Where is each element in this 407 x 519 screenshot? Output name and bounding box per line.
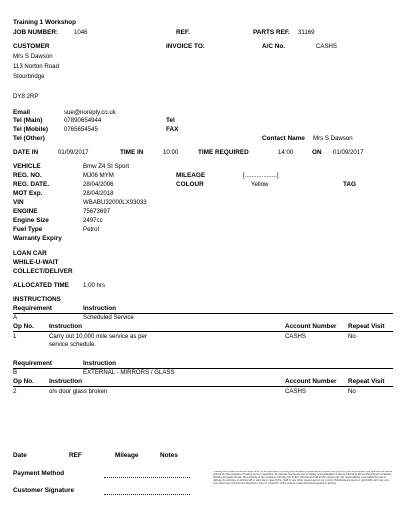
terms-fine-print: I hereby authorise the above repair work to be executed including the necessary materials and agree that you and your employees may operate the above vehicle for the purposes of testing and or inspection. An express mechanics lien is hereby acknowledged on above vehicle to secure the amount of repairs thereto. All goods remain the property of the company until paid for in full. Vehicles are left at the owners risk. No responsibility is accepted for loss or damage to vehicles or articles left in vehicles in case of fire, theft or any other cause beyond our control. Estimates are given in good faith and may vary once work has commenced. Payment is due on collection of the vehicle unless otherwise agreed in writing.: [213, 471, 393, 485]
customer-name: Mrs S Dawson: [13, 53, 53, 60]
divider: [13, 313, 393, 314]
account-number-header: Account Number: [285, 323, 337, 330]
parts-ref-value: 31169: [298, 29, 315, 36]
parts-ref-label: PARTS REF.: [253, 29, 290, 36]
while-u-wait-label: WHILE-U-WAIT: [13, 259, 59, 266]
requirement-description: EXTERNAL - MIRRORS / GLASS: [83, 369, 175, 376]
tel-label: Tel: [166, 117, 175, 124]
ac-no-label: A/C No.: [262, 43, 286, 50]
tel-main-value: 07890654944: [64, 117, 102, 124]
job-number-value: 1046: [74, 29, 88, 36]
payment-method-label: Payment Method: [13, 470, 65, 477]
tel-mobile-value: 0765654545: [64, 126, 98, 133]
requirement-header: Requirement: [13, 305, 53, 312]
colour-value: Yellow: [251, 181, 269, 188]
email-label: Email: [13, 109, 31, 116]
fax-label: FAX: [166, 126, 179, 133]
reg-no-label: REG. NO.: [13, 172, 42, 179]
repeat-visit-header: Repeat Visit: [348, 378, 385, 385]
divider: [13, 331, 393, 332]
op-no-header: Op No.: [13, 378, 34, 385]
reg-date-value: 28/04/2006: [83, 181, 114, 188]
mot-value: 28/04/2018: [83, 190, 114, 197]
vehicle-label: VEHICLE: [13, 163, 41, 170]
time-required-value: 14:00: [278, 149, 294, 156]
instruction-header: Instruction: [83, 360, 117, 367]
repeat-visit-value: No: [348, 388, 356, 395]
engine-size-label: Engine Size: [13, 217, 49, 224]
time-required-label: TIME REQUIRED: [198, 149, 249, 156]
account-number-value: CASHS: [285, 333, 306, 340]
fuel-type-label: Fuel Type: [13, 226, 43, 233]
customer-address-1: 113 Norton Road: [13, 63, 59, 70]
op-instruction-line: Carry out 10,000 mile service as per: [49, 333, 147, 340]
customer-address-2: Stourbridge: [13, 73, 45, 80]
op-instruction-line: o/s door glass broken: [49, 388, 108, 395]
instructions-title: INSTRUCTIONS: [13, 296, 61, 303]
date-in-label: DATE IN: [13, 149, 39, 156]
requirement-code: A: [13, 314, 18, 321]
mileage-value: [...................]: [243, 172, 279, 179]
collect-deliver-label: COLLECT/DELIVER: [13, 268, 73, 275]
footer-ref-label: REF: [69, 452, 82, 459]
repeat-visit-value: No: [348, 333, 356, 340]
mot-label: MOT Exp.: [13, 190, 43, 197]
footer-mileage-label: Mileage: [115, 452, 139, 459]
op-no-value: 1: [13, 333, 17, 340]
time-in-label: TIME IN: [120, 149, 144, 156]
divider: [13, 368, 393, 369]
op-instruction-header: Instruction: [49, 323, 83, 330]
engine-value: 75673697: [83, 208, 111, 215]
account-number-header: Account Number: [285, 378, 337, 385]
colour-label: COLOUR: [176, 181, 204, 188]
vehicle-value: Bmw Z4 SI Sport: [83, 163, 130, 170]
tel-mobile-label: Tel (Mobile): [13, 126, 49, 133]
workshop-name: Training 1 Workshop: [13, 19, 77, 26]
warranty-expiry-label: Warranty Expiry: [13, 235, 62, 242]
footer-date-label: Date: [13, 452, 27, 459]
allocated-time-value: 1.00 hrs: [83, 282, 106, 289]
op-no-header: Op No.: [13, 323, 34, 330]
customer-postcode: DY8 2RP: [13, 93, 39, 100]
ref-label: REF.: [176, 29, 190, 36]
reg-date-label: REG. DATE.: [13, 181, 50, 188]
fuel-type-value: Petrol: [83, 226, 99, 233]
on-date-value: 01/09/2017: [333, 149, 364, 156]
email-value: sue@noreply.co.uk: [64, 109, 116, 116]
time-in-value: 10:00: [163, 149, 179, 156]
vin-label: VIN: [13, 199, 24, 206]
customer-label: CUSTOMER: [13, 43, 50, 50]
instruction-header: Instruction: [83, 305, 117, 312]
mileage-label: MILEAGE: [176, 172, 206, 179]
ac-no-value: CASHS: [316, 43, 337, 50]
payment-method-line: [104, 477, 190, 478]
repeat-visit-header: Repeat Visit: [348, 323, 385, 330]
invoice-to-label: INVOICE TO:: [166, 43, 205, 50]
loan-car-label: LOAN CAR: [13, 250, 47, 257]
job-number-label: JOB NUMBER:: [13, 29, 59, 36]
footer-notes-label: Notes: [160, 452, 178, 459]
engine-label: ENGINE: [13, 208, 38, 215]
account-number-value: CASHS: [285, 388, 306, 395]
op-no-value: 2: [13, 388, 17, 395]
reg-no-value: MJ06 MYM: [83, 172, 114, 179]
on-label: ON: [312, 149, 322, 156]
contact-name-label: Contact Name: [262, 135, 305, 142]
tel-main-label: Tel (Main): [13, 117, 43, 124]
tel-other-label: Tel (Other): [13, 135, 45, 142]
vin-value: WBABU32000LX93033: [83, 199, 147, 206]
customer-signature-label: Customer Signature: [13, 487, 75, 494]
tag-label: TAG: [343, 181, 357, 188]
op-instruction-line: service schedule.: [49, 341, 97, 348]
op-instruction-header: Instruction: [49, 378, 83, 385]
requirement-code: B: [13, 369, 18, 376]
allocated-time-label: ALLOCATED TIME: [13, 282, 69, 289]
engine-size-value: 2497cc: [83, 217, 103, 224]
requirement-header: Requirement: [13, 360, 53, 367]
divider: [13, 386, 393, 387]
contact-name-value: Mrs S Dawson: [313, 135, 353, 142]
date-in-value: 01/09/2017: [58, 149, 89, 156]
requirement-description: Scheduled Service: [83, 314, 134, 321]
customer-signature-line: [104, 494, 190, 495]
